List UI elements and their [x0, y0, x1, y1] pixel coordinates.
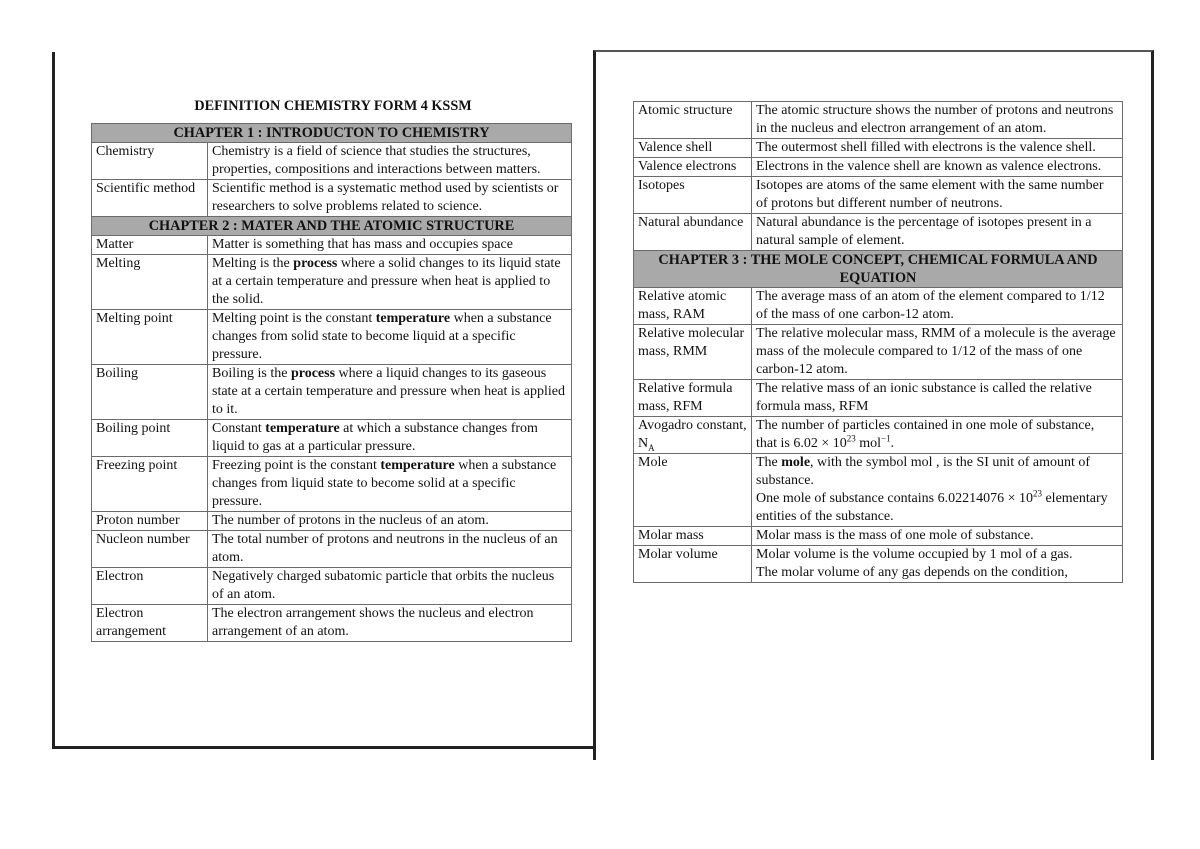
keyword: temperature	[380, 458, 455, 473]
term-cell: Relative formula mass, RFM	[634, 380, 752, 417]
definition-cell: The atomic structure shows the number of protons and neutrons in the nucleus and electron arrangement of an atom.	[752, 102, 1123, 139]
definition-cell: The electron arrangement shows the nucleus and electron arrangement of an atom.	[208, 605, 572, 642]
definition-text: mol	[855, 436, 882, 451]
term-cell: Isotopes	[634, 177, 752, 214]
keyword: mole	[781, 455, 811, 470]
table-row	[634, 454, 1123, 527]
term-cell: Melting point	[92, 310, 208, 365]
term-cell: Nucleon number	[92, 531, 208, 568]
term-text: Avogadro constant, N	[638, 418, 747, 451]
table-row	[634, 288, 1123, 325]
term-cell: Electron arrangement	[92, 605, 208, 642]
definition-cell: The number of protons in the nucleus of an atom.	[208, 512, 572, 531]
term-cell: Boiling point	[92, 420, 208, 457]
table-row	[634, 546, 1123, 583]
term-cell: Relative molecular mass, RMM	[634, 325, 752, 380]
definition-table-left	[91, 123, 572, 642]
table-row	[634, 102, 1123, 139]
definition-cell: Scientific method is a systematic method used by scientists or researchers to solve problems related to science.	[208, 180, 572, 217]
table-row	[92, 568, 572, 605]
definition-cell: Electrons in the valence shell are known as valence electrons.	[752, 158, 1123, 177]
definition-cell: Negatively charged subatomic particle that orbits the nucleus of an atom.	[208, 568, 572, 605]
definition-line	[756, 454, 1118, 490]
definition-cell: Natural abundance is the percentage of isotopes present in a natural sample of element.	[752, 214, 1123, 251]
definition-line	[756, 490, 1118, 526]
definition-cell: Isotopes are atoms of the same element with the same number of protons but different number of neutrons.	[752, 177, 1123, 214]
term-cell: Freezing point	[92, 457, 208, 512]
table-row	[92, 180, 572, 217]
keyword: process	[293, 256, 338, 271]
definition-cell: The relative mass of an ionic substance is called the relative formula mass, RFM	[752, 380, 1123, 417]
table-row	[92, 236, 572, 255]
table-row	[92, 457, 572, 512]
term-cell	[634, 417, 752, 454]
definition-line: The molar volume of any gas depends on the condition,	[756, 565, 1068, 580]
chapter-3-heading-row	[634, 251, 1123, 288]
page-right	[593, 50, 1154, 760]
table-row	[92, 365, 572, 420]
definition-cell: Chemistry is a field of science that studies the structures, properties, compositions and interactions between matters.	[208, 143, 572, 180]
term-cell: Melting	[92, 255, 208, 310]
table-row	[92, 605, 572, 642]
chapter-3-heading: CHAPTER 3 : THE MOLE CONCEPT, CHEMICAL FORMULA AND EQUATION	[634, 251, 1123, 288]
definition-cell: The relative molecular mass, RMM of a molecule is the average mass of the molecule compared to 1/12 of the mass of one carbon-12 atom.	[752, 325, 1123, 380]
term-cell: Matter	[92, 236, 208, 255]
keyword: temperature	[265, 421, 340, 436]
term-cell: Atomic structure	[634, 102, 752, 139]
table-row	[92, 512, 572, 531]
definition-cell	[208, 255, 572, 310]
page-left	[52, 52, 597, 749]
definition-cell	[208, 457, 572, 512]
term-cell: Boiling	[92, 365, 208, 420]
term-cell: Molar mass	[634, 527, 752, 546]
definition-text: when a substance changes from solid state to become liquid at a specific pressure.	[212, 311, 552, 362]
term-cell: Relative atomic mass, RAM	[634, 288, 752, 325]
definition-text: elementary entities of the substance.	[756, 491, 1108, 524]
definition-text: Freezing point is the constant	[212, 458, 381, 473]
definition-line: Molar volume is the volume occupied by 1 mol of a gas.	[756, 547, 1073, 562]
table-row	[634, 177, 1123, 214]
definition-cell	[752, 546, 1123, 583]
definition-text: at which a substance changes from liquid to gas at a particular pressure.	[212, 421, 538, 454]
definition-cell: The average mass of an atom of the element compared to 1/12 of the mass of one carbon-12 atom.	[752, 288, 1123, 325]
table-row	[634, 417, 1123, 454]
chapter-2-heading-row	[92, 217, 572, 236]
definition-text: , with the symbol mol , is the SI unit of amount of substance.	[756, 455, 1091, 488]
definition-text: The number of particles contained in one mole of substance, that is 6.02 × 10	[756, 418, 1095, 451]
definition-cell: Molar mass is the mass of one mole of substance.	[752, 527, 1123, 546]
definition-text: The	[756, 455, 782, 470]
definition-cell	[208, 365, 572, 420]
definition-text: One mole of substance contains 6.02214076 × 10	[756, 491, 1033, 506]
document-title: DEFINITION CHEMISTRY FORM 4 KSSM	[194, 98, 472, 114]
chapter-1-heading-row	[92, 124, 572, 143]
definition-text: Boiling is the	[212, 366, 291, 381]
definition-cell	[208, 420, 572, 457]
term-cell: Natural abundance	[634, 214, 752, 251]
definition-cell: Matter is something that has mass and occupies space	[208, 236, 572, 255]
definition-cell	[752, 417, 1123, 454]
definition-text: Melting is the	[212, 256, 294, 271]
table-row	[634, 527, 1123, 546]
term-cell: Molar volume	[634, 546, 752, 583]
table-row	[634, 158, 1123, 177]
term-cell: Proton number	[92, 512, 208, 531]
definition-cell: The total number of protons and neutrons in the nucleus of an atom.	[208, 531, 572, 568]
table-row	[92, 143, 572, 180]
keyword: process	[290, 366, 336, 381]
definition-text: Constant	[212, 421, 266, 436]
term-cell: Mole	[634, 454, 752, 527]
definition-text: .	[890, 436, 895, 451]
definition-cell	[208, 310, 572, 365]
term-cell: Valence electrons	[634, 158, 752, 177]
term-cell: Electron	[92, 568, 208, 605]
table-row	[92, 255, 572, 310]
term-cell: Scientific method	[92, 180, 208, 217]
definition-text: when a substance changes from liquid state to become solid at a specific pressure.	[212, 458, 557, 509]
definition-text: Melting point is the constant	[212, 311, 376, 326]
superscript: 23	[846, 433, 856, 444]
table-row	[92, 310, 572, 365]
keyword: temperature	[375, 311, 451, 326]
table-row	[634, 214, 1123, 251]
chapter-2-heading: CHAPTER 2 : MATER AND THE ATOMIC STRUCTURE	[92, 217, 572, 236]
table-row	[92, 531, 572, 568]
term-cell: Valence shell	[634, 139, 752, 158]
subscript: A	[648, 442, 655, 453]
definition-cell	[752, 454, 1123, 527]
table-row	[634, 325, 1123, 380]
term-cell: Chemistry	[92, 143, 208, 180]
table-row	[634, 139, 1123, 158]
definition-text: where a solid changes to its liquid state at a certain temperature and pressure when heat is applied to the solid.	[212, 256, 561, 307]
table-row	[634, 380, 1123, 417]
chapter-1-heading: CHAPTER 1 : INTRODUCTON TO CHEMISTRY	[92, 124, 572, 143]
definition-cell: The outermost shell filled with electrons is the valence shell.	[752, 139, 1123, 158]
definition-text: where a liquid changes to its gaseous state at a certain temperature and pressure when heat is applied to it.	[212, 366, 565, 417]
table-row	[92, 420, 572, 457]
superscript: 23	[1032, 488, 1042, 499]
definition-table-right	[633, 101, 1123, 583]
superscript: −1	[881, 433, 891, 444]
